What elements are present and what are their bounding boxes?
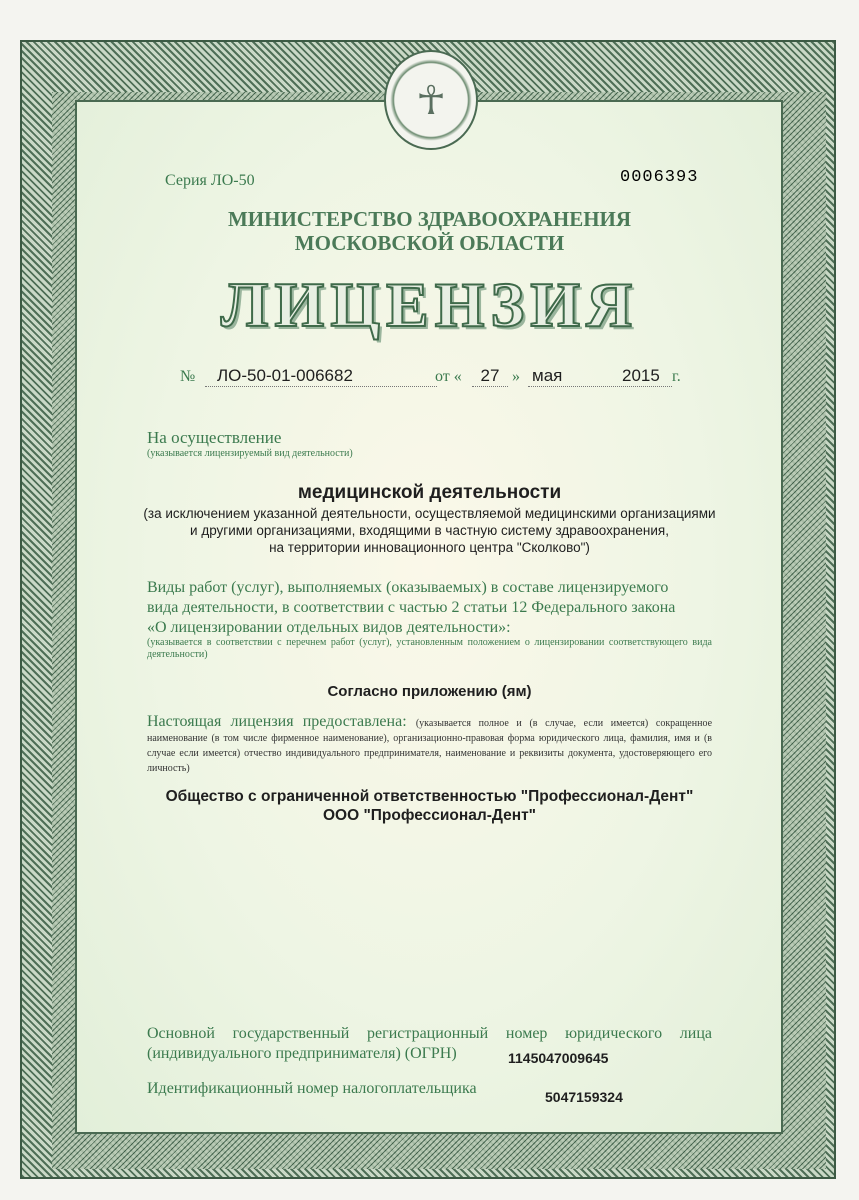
document-title: ЛИЦЕНЗИЯ <box>220 269 639 340</box>
activity-label: На осуществление <box>147 428 282 447</box>
license-year: 2015 <box>622 366 660 385</box>
number-label: № <box>180 368 196 385</box>
holder-section <box>147 715 712 775</box>
works-hint: (указывается в соответствии с перечнем работ (услуг), установленным положением о лицензировании соответствующего вида деятельности) <box>147 637 712 660</box>
form-number: 0006393 <box>620 168 699 187</box>
inn-label: Идентификационный номер налогоплательщика <box>147 1080 477 1097</box>
holder-label: Настоящая лицензия предоставлена: <box>147 713 407 730</box>
license-month: мая <box>528 366 672 387</box>
holder-hint: (указывается полное и (в случае, если имеется) сокращенное наименование (в том числе фирменное наименование), организационно-правовая форма юридического лица, фамилия, имя и (в случае если имеется) отчество индивидуального предпринимателя, наименование и реквизиты документа, удостоверяющего его личность) <box>147 718 713 774</box>
ministry-line2: МОСКОВСКОЙ ОБЛАСТИ <box>294 231 565 255</box>
year-suffix: г. <box>672 368 681 385</box>
ogrn-label-line1: Основной государственный регистрационный номер юридического лица <box>147 1025 712 1042</box>
quote-close: » <box>512 368 520 385</box>
license-day: 27 <box>472 366 508 387</box>
ogrn-label-line2: (индивидуального предпринимателя) (ОГРН) <box>147 1045 457 1062</box>
activity-details: (за исключением указанной деятельности, осуществляемой медицинскими организациями и другими организациями, входящими в частную систему здравоохранения, на территории инновационного центра "Сколково") <box>143 506 716 555</box>
holder-short-name: ООО "Профессионал-Дент" <box>322 807 537 824</box>
activity-hint: (указывается лицензируемый вид деятельности) <box>147 448 353 459</box>
ogrn-value: 1145047009645 <box>508 1050 609 1066</box>
activity-name: медицинской деятельности <box>297 482 562 503</box>
holder-full-name: Общество с ограниченной ответственностью "Профессионал-Дент" <box>165 788 694 805</box>
inn-value: 5047159324 <box>545 1089 623 1105</box>
license-number: ЛО-50-01-006682 <box>205 366 437 387</box>
ministry-line1: МИНИСТЕРСТВО ЗДРАВООХРАНЕНИЯ <box>227 207 632 231</box>
series-label: Серия ЛО-50 <box>165 172 255 189</box>
works-label: Виды работ (услуг), выполняемых (оказываемых) в составе лицензируемого вида деятельности, в соответствии с частью 2 статьи 12 Федерального закона «О лицензировании отдельных видов деятельности»: <box>147 579 676 636</box>
coat-of-arms-emblem: ☥ <box>384 50 478 150</box>
works-value: Согласно приложению (ям) <box>327 683 532 700</box>
date-from-label: от « <box>435 368 462 385</box>
